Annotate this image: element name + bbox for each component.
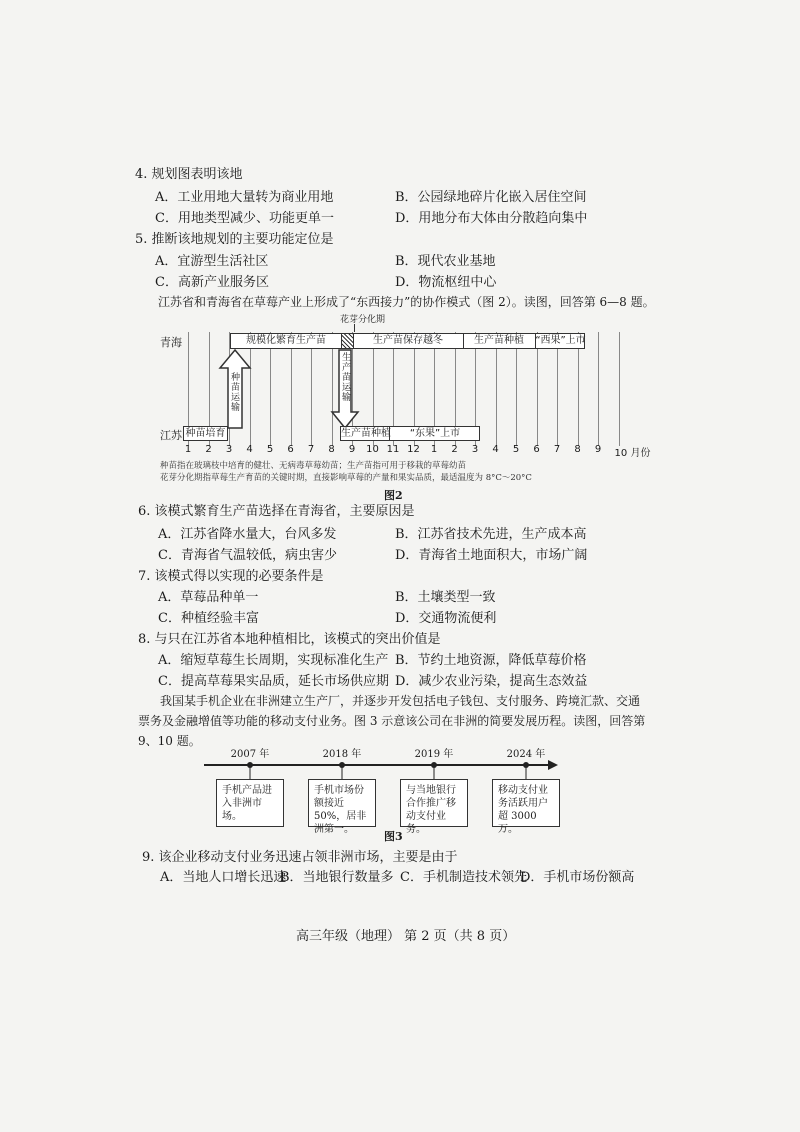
q4-option-b: B．公园绿地碎片化嵌入居住空间 [395,190,587,205]
q9-stem: 9. 该企业移动支付业务迅速占领非洲市场，主要是由于 [142,850,458,865]
figure-3-caption: 图3 [384,830,403,843]
month-tick-label: 6 [287,444,294,455]
q9-option-b: B．当地银行数量多 [280,870,394,885]
month-tick-label: 4 [492,444,499,455]
q9-option-c: C．手机制造技术领先 [400,870,527,885]
month-gridline [557,332,558,446]
arrow-up-label: 种苗运输 [229,372,239,412]
flower-period-hatch [341,334,353,348]
year-2024: 2024 年 [506,749,546,760]
flower-period-label: 花芽分化期 [340,315,386,325]
q8-stem: 8. 与只在江苏省本地种植相比，该模式的突出价值是 [138,632,441,647]
q8-option-a: A．缩短草莓生长周期，实现标准化生产 [158,653,389,668]
month-tick-label: 3 [225,444,233,455]
month-tick-label: 1 [430,444,438,455]
js-seg-planting: 生产苗种植 [341,428,391,439]
month-tick-label: 7 [553,444,561,455]
js-seg-seedling: 种苗培育 [185,428,226,439]
q6-stem: 6. 该模式繁育生产苗选择在青海省，主要原因是 [138,504,415,519]
intro-q6-8: 江苏省和青海省在草莓产业上形成了“东西接力”的协作模式（图 2）。读图，回答第 6—8 题。 [158,295,655,309]
label-qinghai: 青海 [160,336,182,349]
intro-q9-10-line2: 票务及金融增值等功能的移动支付业务。图 3 示意该公司在非洲的简要发展历程。读图，回答第 [138,714,646,728]
page-footer: 高三年级（地理） 第 2 页（共 8 页） [296,929,516,944]
month-tick-label: 2 [451,444,458,455]
q5-option-b: B．现代农业基地 [395,254,496,269]
month-tick-label: 12 [407,444,420,455]
q4-option-c: C．用地类型减少、功能更单一 [155,211,334,226]
month-tick-label: 11 [386,444,400,455]
q4-stem: 4. 规划图表明该地 [135,167,243,182]
event-box-2019: 与当地银行合作推广移动支付业务。 [400,779,468,827]
q6-option-a: A．江苏省降水量大，台风多发 [158,527,337,542]
q6-option-c: C．青海省气温较低，病虫害少 [158,548,337,563]
figure-2-caption: 图2 [384,489,403,502]
month-tick-label: 5 [266,444,274,455]
q8-option-b: B．节约土地资源，降低草莓价格 [395,653,587,668]
flower-period-pointer [354,324,355,332]
q7-stem: 7. 该模式得以实现的必要条件是 [138,569,324,584]
fig2-note-2: 花芽分化期指草莓生产育苗的关键时期，直接影响草莓的产量和果实品质，最适温度为 8°C～20°C [160,473,532,483]
intro-q9-10-line1: 我国某手机企业在非洲建立生产厂，并逐步开发包括电子钱包、支付服务、跨境汇款、交通 [160,694,641,708]
qinghai-timeline-bar [230,333,585,349]
month-gridline [516,332,517,446]
month-gridline [578,332,579,446]
month-tick-label: 6 [533,444,540,455]
q7-option-b: B．土壤类型一致 [395,590,496,605]
month-gridline [496,332,497,446]
q7-option-c: C．种植经验丰富 [158,611,259,626]
qh-sep-1 [341,334,342,348]
q5-option-d: D．物流枢纽中心 [395,275,497,290]
intro-q9-10-line3: 9、10 题。 [138,734,201,748]
month-tick-label: 2 [205,444,212,455]
jiangsu-production-bar [340,426,480,441]
event-box-2024: 移动支付业务活跃用户超 3000 万。 [492,779,560,827]
qh-seg-overwinter: 生产苗保存越冬 [373,335,443,346]
month-tick-label: 1 [184,444,192,455]
q7-option-a: A．草莓品种单一 [158,590,259,605]
year-2019: 2019 年 [414,749,454,760]
event-box-2007: 手机产品进入非洲市场。 [216,779,284,827]
month-tick-label: 8 [328,444,335,455]
month-tick-label: 4 [246,444,253,455]
month-tick-label: 9 [594,444,602,455]
month-tick-label: 10 月份 [614,448,651,459]
qh-seg-west-fruit: “西果”上市 [535,335,586,346]
year-2018: 2018 年 [322,749,362,760]
q8-option-d: D．减少农业污染，提高生态效益 [395,674,588,689]
month-tick-label: 10 [366,444,379,455]
q5-option-a: A．宜游型生活社区 [155,254,269,269]
q7-option-d: D．交通物流便利 [395,611,497,626]
month-gridline [311,332,312,446]
q6-option-b: B．江苏省技术先进，生产成本高 [395,527,587,542]
js-seg-east-fruit: “东果”上市 [409,428,461,439]
month-gridline [270,332,271,446]
month-tick-label: 5 [512,444,520,455]
year-2007: 2007 年 [230,749,270,760]
q9-option-a: A．当地人口增长迅速 [160,870,287,885]
q9-option-d: D．手机市场份额高 [520,870,635,885]
qh-seg-planting: 生产苗种植 [474,335,524,346]
month-gridline [619,332,620,446]
q6-option-d: D．青海省土地面积大，市场广阔 [395,548,588,563]
figure-2 [150,308,651,488]
qh-seg-breeding: 规模化繁育生产苗 [246,335,326,346]
month-tick-label: 7 [307,444,315,455]
month-tick-label: 8 [574,444,581,455]
month-tick-label: 3 [471,444,479,455]
q5-option-c: C．高新产业服务区 [155,275,269,290]
fig2-note-1: 种苗指在玻璃枝中培育的健壮、无病毒草莓幼苗；生产苗指可用于移栽的草莓幼苗 [160,461,467,471]
q8-option-c: C．提高草莓果实品质，延长市场供应期 [158,674,389,689]
jiangsu-seedling-bar [183,426,228,441]
arrow-down-label: 生产苗运输 [340,352,350,402]
event-box-2018: 手机市场份额接近 50%，居非洲第一。 [308,779,376,827]
label-jiangsu: 江苏 [160,429,182,442]
month-gridline [291,332,292,446]
timeline-axis [200,759,560,781]
q5-stem: 5. 推断该地规划的主要功能定位是 [135,232,334,247]
month-gridline [598,332,599,446]
month-gridline [537,332,538,446]
q4-option-a: A．工业用地大量转为商业用地 [155,190,334,205]
figure-3 [200,743,560,833]
q4-option-d: D．用地分布大体由分散趋向集中 [395,211,588,226]
month-tick-label: 9 [348,444,356,455]
